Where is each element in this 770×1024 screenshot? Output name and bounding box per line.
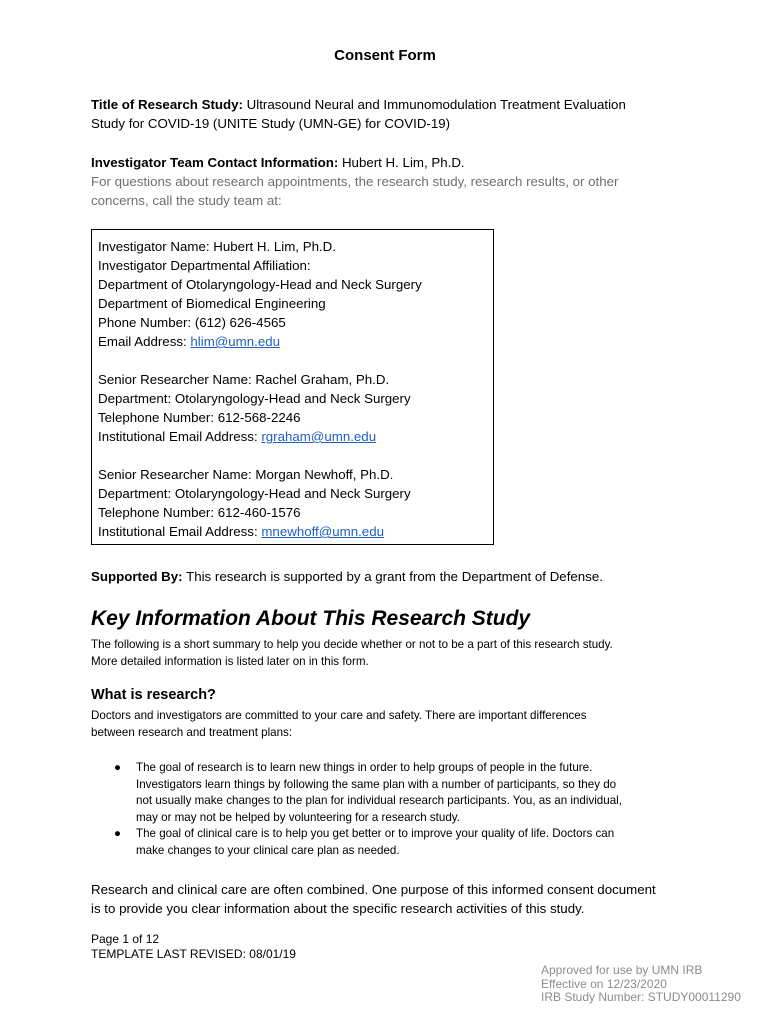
senior2-dept: Department: Otolaryngology-Head and Neck Surgery — [98, 486, 411, 501]
document-title: Consent Form — [334, 47, 436, 64]
supported-by-text: This research is supported by a grant from the Department of Defense. — [186, 569, 603, 584]
contact-note-line1: For questions about research appointments, the research study, research results, or other — [91, 174, 619, 189]
bullet-icon: ● — [114, 761, 122, 774]
key-info-line1: The following is a short summary to help you decide whether or not to be a part of this research study. — [91, 638, 613, 651]
contact-info-block — [91, 153, 618, 210]
page-footer — [91, 932, 296, 962]
senior1-email-label: Institutional Email Address: — [98, 429, 258, 444]
bullet-line: The goal of clinical care is to help you get better or to improve your quality of life. Doctors can — [136, 827, 615, 840]
bullet-line: Investigators learn things by following the same plan with a number of participants, so they do — [136, 777, 617, 791]
bullet-line: not usually make changes to the plan for individual research participants. You, as an individual, — [136, 794, 622, 807]
key-info-line2: More detailed information is listed later on in this form. — [91, 654, 369, 668]
bullet-item — [114, 760, 714, 826]
investigator-email-label: Email Address: — [98, 334, 187, 349]
approval-line1: Approved for use by UMN IRB — [541, 963, 703, 977]
key-info-summary — [91, 637, 613, 670]
supported-by-label: Supported By: — [91, 569, 183, 584]
bullet-line: make changes to your clinical care plan as needed. — [136, 843, 400, 857]
what-is-research-intro — [91, 708, 587, 741]
investigator-affiliation: Investigator Departmental Affiliation: — [98, 258, 311, 273]
bullet-icon: ● — [114, 827, 122, 840]
irb-approval-stamp — [541, 964, 741, 1005]
study-title-block — [91, 95, 626, 133]
research-intro-line2: between research and treatment plans: — [91, 725, 293, 739]
senior1-phone: Telephone Number: 612-568-2246 — [98, 410, 301, 425]
supported-by — [91, 567, 603, 586]
study-title-line2: Study for COVID-19 (UNITE Study (UMN-GE) for COVID-19) — [91, 116, 451, 131]
bullet-line: The goal of research is to learn new things in order to help groups of people in the future. — [136, 761, 593, 774]
investigator-dept1: Department of Otolaryngology-Head and Neck Surgery — [98, 277, 422, 292]
approval-line2: Effective on 12/23/2020 — [541, 976, 667, 991]
senior1-email-link[interactable]: rgraham@umn.edu — [261, 429, 377, 444]
what-is-research-heading: What is research? — [91, 687, 216, 703]
template-revised: TEMPLATE LAST REVISED: 08/01/19 — [91, 947, 296, 961]
key-info-heading: Key Information About This Research Study — [91, 607, 531, 630]
study-title-line1: Ultrasound Neural and Immunomodulation Treatment Evaluation — [246, 97, 626, 112]
research-intro-line1: Doctors and investigators are committed to your care and safety. There are important differences — [91, 709, 587, 722]
senior2-email-link[interactable]: mnewhoff@umn.edu — [261, 524, 384, 539]
investigator-dept2: Department of Biomedical Engineering — [98, 296, 326, 311]
approval-line3: IRB Study Number: STUDY00011290 — [541, 990, 741, 1004]
senior2-phone: Telephone Number: 612-460-1576 — [98, 505, 301, 520]
senior2-name: Senior Researcher Name: Morgan Newhoff, Ph.D. — [98, 467, 394, 482]
page-number: Page 1 of 12 — [91, 932, 160, 946]
closing-line1: Research and clinical care are often combined. One purpose of this informed consent document — [91, 882, 656, 897]
bullet-item — [114, 826, 714, 859]
investigator-name: Investigator Name: Hubert H. Lim, Ph.D. — [98, 239, 336, 254]
investigator-phone: Phone Number: (612) 626-4565 — [98, 315, 286, 330]
contact-note-line2: concerns, call the study team at: — [91, 193, 282, 208]
closing-line2: is to provide you clear information about the specific research activities of this study. — [91, 901, 585, 916]
research-bullets — [114, 760, 714, 859]
senior1-dept: Department: Otolaryngology-Head and Neck Surgery — [98, 391, 411, 406]
contact-label: Investigator Team Contact Information: — [91, 155, 339, 170]
contact-name: Hubert H. Lim, Ph.D. — [341, 155, 465, 170]
investigator-email-link[interactable]: hlim@umn.edu — [190, 334, 281, 349]
bullet-line: may or may not be helped by volunteering for a research study. — [136, 810, 460, 824]
contact-box — [91, 229, 494, 545]
senior1-name: Senior Researcher Name: Rachel Graham, Ph.D. — [98, 372, 390, 387]
research-closing — [91, 880, 656, 918]
study-title-label: Title of Research Study: — [91, 97, 243, 112]
senior2-email-label: Institutional Email Address: — [98, 524, 258, 539]
